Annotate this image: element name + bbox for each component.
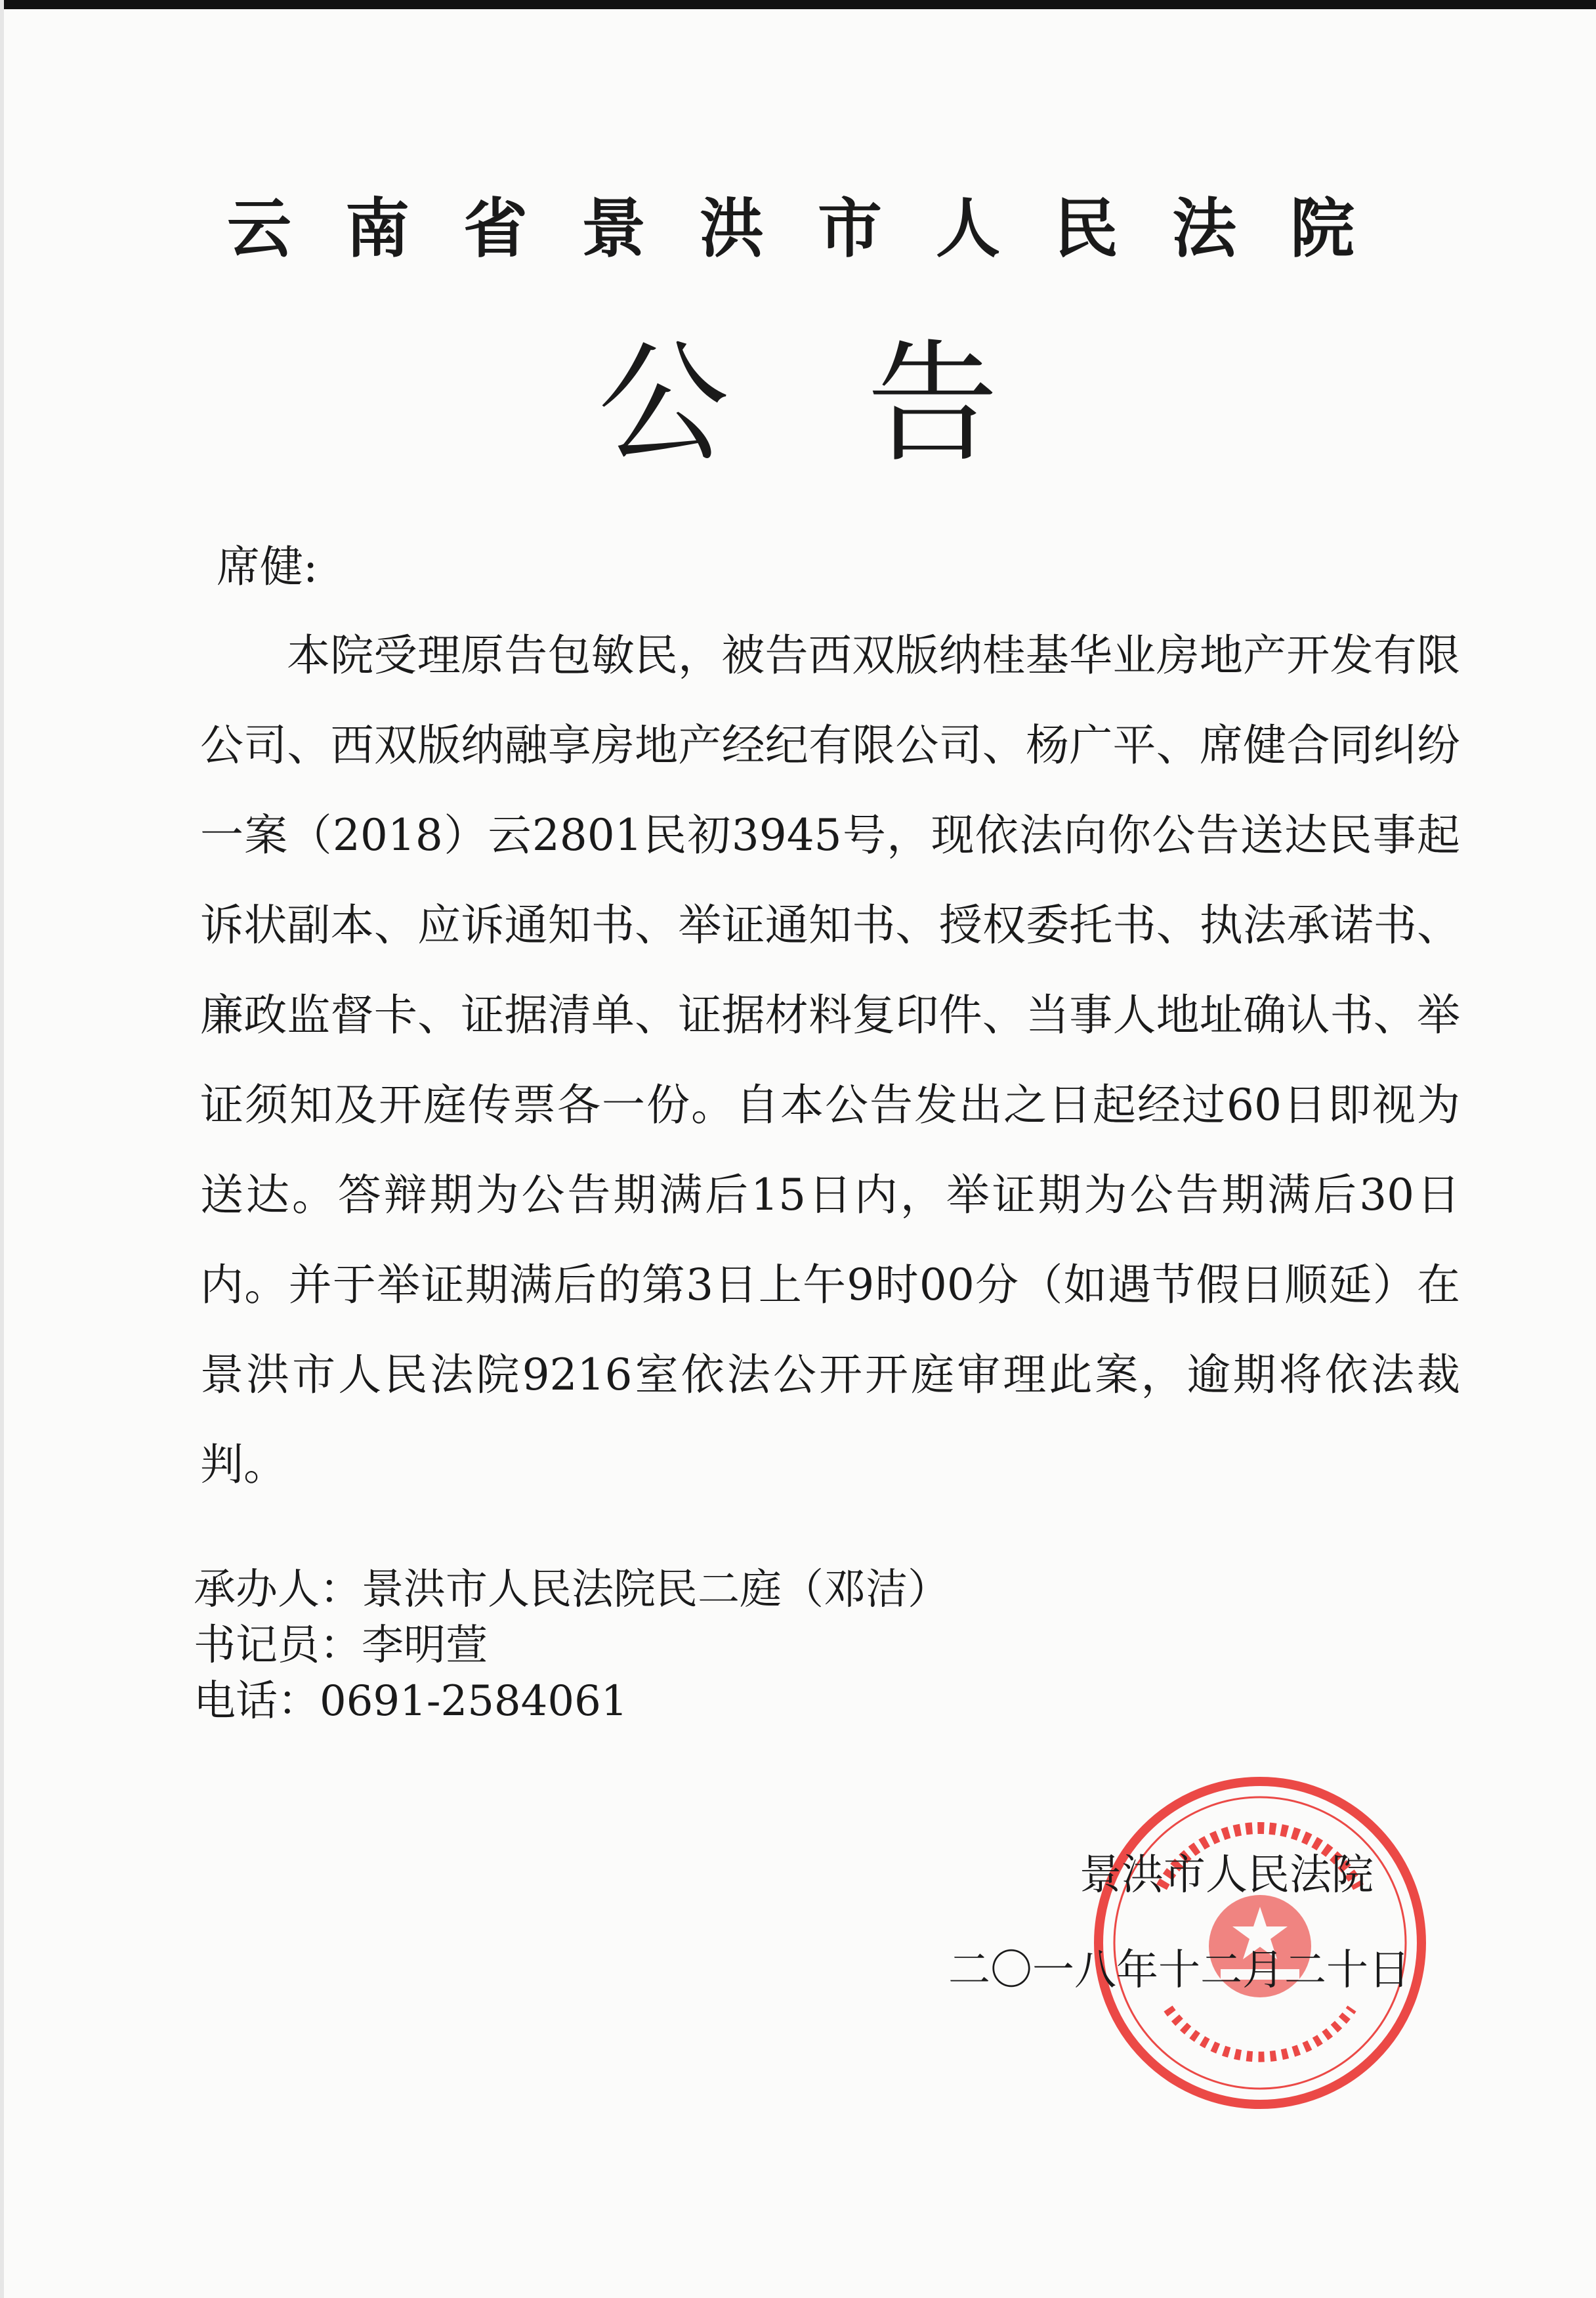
- notice-body: 本院受理原告包敏民，被告西双版纳桂基华业房地产开发有限公司、西双版纳融享房地产经纪有限公司、杨广平、席健合同纠纷一案（2018）云2801民初3945号，现依法向你公告送达民事起诉状副本、应诉通知书、举证通知书、授权委托书、执法承诺书、廉政监督卡、证据清单、证据材料复印件、当事人地址确认书、举证须知及开庭传票各一份。自本公告发出之日起经过60日即视为送达。答辩期为公告期满后15日内，举证期为公告期满后30日内。并于举证期满后的第3日上午9时00分（如遇节假日顺延）在景洪市人民法院9216室依法公开开庭审理此案，逾期将依法裁判。: [200, 630, 1460, 1490]
- addressee: 席健:: [217, 542, 318, 592]
- notice-title: 公告: [597, 328, 1136, 480]
- phone-line: 电话：0691-2584061: [194, 1677, 628, 1726]
- signing-court: 景洪市人民法院: [1080, 1851, 1374, 1900]
- court-name-heading: 云南省景洪市人民法院: [226, 191, 1408, 266]
- signing-date: 二〇一八年十二月二十日: [948, 1946, 1410, 1995]
- handler-line: 承办人：景洪市人民法院民二庭（邓洁）: [194, 1565, 950, 1614]
- scan-edge-top: [0, 0, 1596, 9]
- clerk-line: 书记员：李明萱: [194, 1621, 488, 1670]
